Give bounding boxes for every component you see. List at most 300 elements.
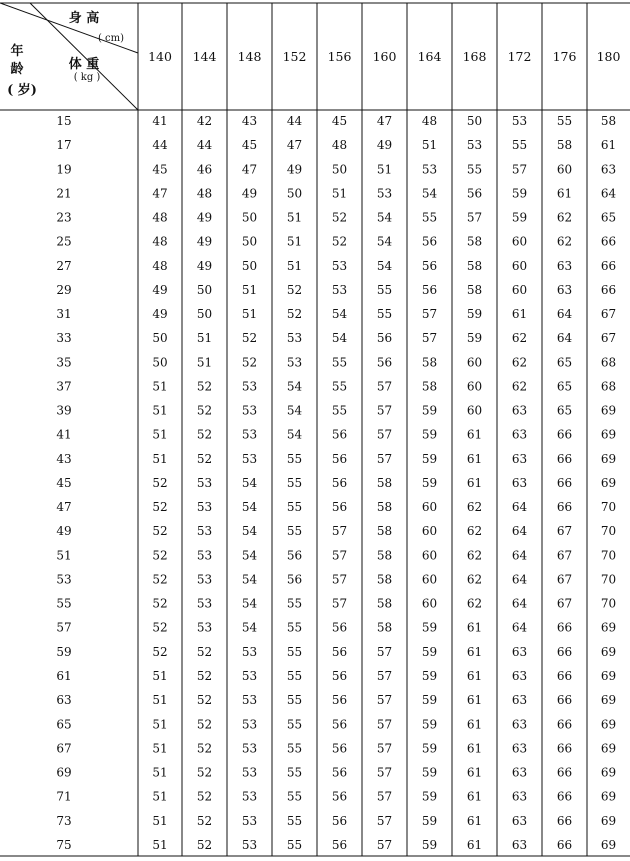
- weight-cell: 51: [152, 427, 168, 442]
- weight-cell: 66: [556, 475, 573, 490]
- table-row: [56, 766, 616, 780]
- weight-cell: 50: [286, 186, 303, 201]
- weight-cell: 58: [421, 355, 438, 370]
- weight-cell: 60: [466, 403, 483, 418]
- weight-cell: 56: [331, 837, 348, 852]
- weight-cell: 59: [421, 427, 438, 442]
- table-row: [56, 693, 616, 707]
- age-cell: 53: [56, 572, 72, 587]
- weight-cell: 55: [331, 379, 348, 394]
- weight-cell: 52: [196, 668, 213, 683]
- weight-cell: 69: [600, 620, 617, 635]
- table-row: [56, 259, 616, 273]
- weight-cell: 54: [241, 572, 258, 587]
- weight-cell: 59: [421, 741, 438, 756]
- table-row: [56, 838, 616, 852]
- weight-cell: 51: [241, 307, 258, 322]
- weight-cell: 53: [511, 114, 528, 128]
- weight-cell: 62: [466, 524, 483, 539]
- weight-cell: 51: [286, 234, 303, 249]
- weight-cell: 57: [376, 693, 393, 708]
- weight-cell: 54: [241, 500, 258, 515]
- age-cell: 35: [56, 355, 72, 370]
- weight-cell: 46: [196, 162, 213, 177]
- weight-cell: 55: [286, 596, 303, 611]
- weight-cell: 55: [286, 693, 303, 708]
- weight-cell: 64: [511, 500, 528, 515]
- weight-cell: 61: [511, 307, 528, 322]
- weight-cell: 50: [152, 331, 168, 346]
- weight-cell: 53: [241, 427, 258, 442]
- weight-cell: 69: [600, 644, 617, 659]
- table-body: [56, 114, 616, 852]
- weight-cell: 66: [556, 765, 573, 780]
- weight-cell: 47: [286, 138, 303, 153]
- weight-cell: 53: [421, 162, 438, 177]
- weight-cell: 58: [376, 596, 393, 611]
- weight-cell: 56: [331, 693, 348, 708]
- weight-cell: 66: [556, 741, 573, 756]
- weight-cell: 55: [421, 210, 438, 225]
- weight-cell: 52: [152, 475, 168, 490]
- weight-cell: 42: [196, 114, 213, 128]
- weight-cell: 63: [511, 837, 528, 852]
- weight-cell: 48: [152, 234, 168, 249]
- weight-cell: 51: [152, 451, 168, 466]
- weight-cell: 44: [286, 114, 303, 128]
- weight-cell: 55: [286, 500, 303, 515]
- height-header-cell: 176: [552, 49, 577, 64]
- weight-cell: 60: [556, 162, 573, 177]
- weight-cell: 59: [466, 331, 483, 346]
- weight-cell: 52: [196, 741, 213, 756]
- age-cell: 19: [56, 162, 72, 177]
- weight-cell: 57: [376, 717, 393, 732]
- age-cell: 15: [56, 114, 72, 128]
- weight-cell: 60: [511, 258, 528, 273]
- weight-cell: 49: [196, 258, 213, 273]
- weight-cell: 51: [196, 331, 213, 346]
- weight-cell: 48: [196, 186, 213, 201]
- height-header-cell: 168: [462, 49, 487, 64]
- weight-cell: 50: [196, 282, 213, 297]
- table-row: [56, 597, 616, 611]
- weight-cell: 49: [196, 210, 213, 225]
- table-row: [56, 452, 616, 466]
- weight-cell: 51: [152, 741, 168, 756]
- weight-cell: 56: [466, 186, 483, 201]
- weight-cell: 66: [556, 789, 573, 804]
- age-cell: 41: [56, 427, 72, 442]
- weight-cell: 53: [196, 620, 213, 635]
- weight-cell: 52: [196, 717, 213, 732]
- weight-cell: 52: [241, 331, 258, 346]
- weight-cell: 47: [376, 114, 393, 128]
- weight-cell: 50: [152, 355, 168, 370]
- weight-cell: 52: [152, 524, 168, 539]
- height-unit: ( cm): [97, 33, 125, 44]
- weight-cell: 50: [241, 234, 258, 249]
- weight-cell: 57: [376, 765, 393, 780]
- weight-cell: 56: [331, 813, 348, 828]
- weight-cell: 55: [511, 138, 528, 153]
- weight-cell: 57: [376, 644, 393, 659]
- weight-cell: 62: [466, 548, 483, 563]
- weight-cell: 66: [556, 837, 573, 852]
- weight-cell: 47: [241, 162, 258, 177]
- weight-cell: 52: [152, 596, 168, 611]
- weight-cell: 63: [511, 717, 528, 732]
- weight-cell: 44: [196, 138, 213, 153]
- age-cell: 55: [56, 596, 72, 611]
- weight-cell: 53: [241, 813, 258, 828]
- weight-cell: 61: [466, 717, 483, 732]
- weight-cell: 52: [196, 693, 213, 708]
- age-cell: 63: [56, 693, 72, 708]
- weight-cell: 56: [421, 282, 438, 297]
- age-cell: 45: [56, 475, 72, 490]
- weight-cell: 55: [286, 475, 303, 490]
- weight-cell: 59: [421, 451, 438, 466]
- weight-cell: 56: [331, 644, 348, 659]
- weight-cell: 55: [331, 355, 348, 370]
- weight-cell: 53: [241, 789, 258, 804]
- age-label-line1: 年: [10, 44, 24, 59]
- weight-cell: 54: [331, 307, 348, 322]
- weight-cell: 51: [152, 813, 168, 828]
- age-cell: 61: [56, 668, 72, 683]
- weight-cell: 58: [421, 379, 438, 394]
- weight-cell: 63: [511, 668, 528, 683]
- weight-cell: 63: [600, 162, 617, 177]
- weight-cell: 63: [511, 427, 528, 442]
- weight-cell: 63: [511, 475, 528, 490]
- weight-cell: 52: [196, 765, 213, 780]
- weight-cell: 61: [466, 693, 483, 708]
- weight-cell: 54: [331, 331, 348, 346]
- weight-cell: 55: [286, 813, 303, 828]
- weight-cell: 56: [331, 500, 348, 515]
- weight-cell: 50: [331, 162, 348, 177]
- weight-cell: 49: [376, 138, 393, 153]
- age-cell: 31: [56, 307, 72, 322]
- weight-cell: 53: [241, 668, 258, 683]
- weight-cell: 56: [331, 741, 348, 756]
- age-cell: 75: [56, 837, 72, 852]
- weight-cell: 53: [196, 572, 213, 587]
- table-row: [56, 645, 616, 659]
- weight-cell: 54: [241, 524, 258, 539]
- weight-cell: 54: [241, 596, 258, 611]
- weight-cell: 53: [241, 837, 258, 852]
- weight-cell: 69: [600, 765, 617, 780]
- weight-cell: 57: [421, 307, 438, 322]
- weight-cell: 64: [556, 307, 573, 322]
- weight-cell: 52: [196, 813, 213, 828]
- table-row: [56, 524, 616, 538]
- weight-cell: 61: [466, 765, 483, 780]
- weight-cell: 57: [376, 813, 393, 828]
- weight-cell: 56: [331, 668, 348, 683]
- weight-cell: 54: [376, 234, 393, 249]
- weight-cell: 55: [286, 789, 303, 804]
- weight-cell: 61: [466, 668, 483, 683]
- age-cell: 73: [56, 813, 72, 828]
- weight-cell: 49: [286, 162, 303, 177]
- weight-cell: 60: [421, 548, 438, 563]
- weight-cell: 53: [196, 596, 213, 611]
- age-cell: 49: [56, 524, 72, 539]
- weight-cell: 69: [600, 475, 617, 490]
- weight-cell: 53: [466, 138, 483, 153]
- weight-cell: 60: [421, 596, 438, 611]
- age-cell: 27: [56, 258, 72, 273]
- weight-cell: 67: [556, 572, 573, 587]
- weight-cell: 58: [376, 572, 393, 587]
- weight-cell: 61: [600, 138, 617, 153]
- weight-cell: 49: [152, 307, 168, 322]
- weight-cell: 44: [152, 138, 168, 153]
- weight-cell: 48: [421, 114, 438, 128]
- age-cell: 71: [56, 789, 72, 804]
- weight-cell: 53: [241, 403, 258, 418]
- weight-cell: 48: [152, 210, 168, 225]
- weight-cell: 65: [556, 379, 573, 394]
- table-row: [56, 814, 616, 828]
- weight-cell: 63: [511, 693, 528, 708]
- weight-cell: 60: [511, 234, 528, 249]
- weight-cell: 56: [331, 717, 348, 732]
- weight-cell: 52: [152, 620, 168, 635]
- weight-cell: 53: [241, 379, 258, 394]
- weight-cell: 45: [152, 162, 168, 177]
- weight-cell: 54: [241, 620, 258, 635]
- weight-cell: 65: [556, 403, 573, 418]
- height-header-cell: 140: [148, 49, 172, 64]
- height-header-cell: 144: [192, 49, 217, 64]
- weight-cell: 64: [511, 548, 528, 563]
- weight-cell: 65: [556, 355, 573, 370]
- weight-cell: 61: [466, 644, 483, 659]
- weight-cell: 62: [511, 355, 528, 370]
- weight-cell: 69: [600, 837, 617, 852]
- weight-cell: 53: [196, 500, 213, 515]
- weight-cell: 57: [376, 427, 393, 442]
- weight-cell: 50: [241, 258, 258, 273]
- weight-cell: 52: [286, 282, 303, 297]
- table-row: [56, 331, 616, 345]
- age-cell: 57: [56, 620, 72, 635]
- weight-cell: 57: [376, 789, 393, 804]
- weight-cell: 55: [286, 717, 303, 732]
- weight-cell: 52: [331, 234, 348, 249]
- weight-cell: 45: [331, 114, 348, 128]
- weight-cell: 66: [556, 813, 573, 828]
- weight-cell: 53: [196, 548, 213, 563]
- weight-cell: 64: [511, 596, 528, 611]
- weight-cell: 60: [466, 355, 483, 370]
- weight-cell: 69: [600, 717, 617, 732]
- weight-cell: 52: [196, 427, 213, 442]
- weight-cell: 63: [511, 765, 528, 780]
- weight-cell: 66: [556, 620, 573, 635]
- age-cell: 29: [56, 282, 72, 297]
- table-row: [56, 114, 616, 128]
- weight-cell: 56: [331, 427, 348, 442]
- weight-cell: 57: [376, 403, 393, 418]
- weight-unit: ( kg ): [73, 72, 101, 83]
- weight-cell: 56: [376, 355, 393, 370]
- weight-cell: 69: [600, 427, 617, 442]
- weight-cell: 45: [241, 138, 258, 153]
- weight-cell: 51: [331, 186, 348, 201]
- age-cell: 39: [56, 403, 72, 418]
- weight-cell: 56: [331, 620, 348, 635]
- weight-cell: 61: [466, 813, 483, 828]
- weight-cell: 67: [600, 307, 617, 322]
- weight-cell: 55: [286, 451, 303, 466]
- weight-cell: 53: [241, 765, 258, 780]
- weight-cell: 53: [241, 717, 258, 732]
- weight-cell: 55: [331, 403, 348, 418]
- weight-cell: 57: [376, 741, 393, 756]
- weight-cell: 51: [421, 138, 438, 153]
- weight-cell: 58: [556, 138, 573, 153]
- weight-cell: 54: [241, 475, 258, 490]
- weight-cell: 55: [286, 668, 303, 683]
- weight-cell: 52: [152, 500, 168, 515]
- weight-cell: 52: [286, 307, 303, 322]
- weight-cell: 59: [421, 837, 438, 852]
- weight-cell: 53: [331, 282, 348, 297]
- weight-cell: 55: [376, 282, 393, 297]
- weight-cell: 69: [600, 451, 617, 466]
- weight-cell: 64: [511, 572, 528, 587]
- weight-cell: 51: [152, 379, 168, 394]
- weight-cell: 66: [556, 427, 573, 442]
- weight-cell: 59: [421, 717, 438, 732]
- weight-cell: 55: [286, 765, 303, 780]
- weight-cell: 57: [376, 379, 393, 394]
- table-row: [56, 741, 616, 755]
- weight-cell: 57: [331, 524, 348, 539]
- weight-cell: 41: [152, 114, 168, 128]
- height-header-cell: 164: [417, 49, 442, 64]
- weight-cell: 56: [331, 765, 348, 780]
- weight-cell: 59: [421, 475, 438, 490]
- weight-cell: 52: [196, 403, 213, 418]
- weight-cell: 53: [241, 644, 258, 659]
- weight-cell: 53: [241, 741, 258, 756]
- weight-cell: 52: [196, 379, 213, 394]
- weight-cell: 57: [331, 572, 348, 587]
- height-header-cell: 156: [327, 49, 352, 64]
- weight-cell: 57: [511, 162, 528, 177]
- weight-cell: 53: [241, 693, 258, 708]
- weight-cell: 56: [421, 234, 438, 249]
- weight-cell: 70: [600, 572, 617, 587]
- weight-cell: 52: [152, 572, 168, 587]
- table-row: [56, 669, 616, 683]
- weight-cell: 59: [421, 765, 438, 780]
- weight-cell: 57: [376, 451, 393, 466]
- weight-cell: 54: [376, 258, 393, 273]
- weight-cell: 62: [556, 234, 573, 249]
- weight-cell: 53: [286, 331, 303, 346]
- weight-cell: 56: [331, 451, 348, 466]
- weight-cell: 58: [376, 620, 393, 635]
- weight-cell: 60: [511, 282, 528, 297]
- weight-cell: 62: [466, 596, 483, 611]
- weight-cell: 52: [152, 644, 168, 659]
- table-row: [56, 355, 616, 369]
- weight-cell: 58: [376, 524, 393, 539]
- height-header-cell: 148: [237, 49, 262, 64]
- weight-cell: 49: [152, 282, 168, 297]
- weight-cell: 51: [152, 765, 168, 780]
- weight-cell: 66: [556, 451, 573, 466]
- weight-cell: 67: [556, 596, 573, 611]
- age-cell: 67: [56, 741, 72, 756]
- age-cell: 51: [56, 548, 72, 563]
- table-row: [56, 162, 616, 176]
- weight-cell: 53: [196, 475, 213, 490]
- age-label-line2: 龄: [10, 62, 24, 77]
- weight-cell: 63: [511, 403, 528, 418]
- weight-cell: 64: [511, 620, 528, 635]
- weight-cell: 61: [466, 475, 483, 490]
- weight-cell: 62: [466, 500, 483, 515]
- weight-cell: 55: [556, 114, 573, 128]
- weight-cell: 56: [331, 789, 348, 804]
- weight-cell: 57: [331, 548, 348, 563]
- weight-cell: 51: [152, 403, 168, 418]
- age-cell: 59: [56, 644, 72, 659]
- weight-cell: 54: [241, 548, 258, 563]
- weight-cell: 59: [421, 644, 438, 659]
- weight-cell: 63: [511, 813, 528, 828]
- weight-cell: 62: [556, 210, 573, 225]
- weight-cell: 55: [286, 837, 303, 852]
- weight-cell: 60: [466, 379, 483, 394]
- weight-cell: 58: [466, 282, 483, 297]
- weight-cell: 51: [241, 282, 258, 297]
- weight-cell: 49: [196, 234, 213, 249]
- weight-cell: 69: [600, 789, 617, 804]
- age-cell: 21: [56, 186, 72, 201]
- weight-cell: 68: [600, 379, 617, 394]
- table-row: [56, 404, 616, 418]
- age-cell: 25: [56, 234, 72, 249]
- weight-cell: 51: [286, 210, 303, 225]
- weight-cell: 59: [421, 813, 438, 828]
- weight-cell: 66: [556, 668, 573, 683]
- weight-cell: 55: [286, 620, 303, 635]
- weight-cell: 51: [152, 693, 168, 708]
- weight-cell: 63: [511, 741, 528, 756]
- weight-cell: 58: [466, 258, 483, 273]
- weight-cell: 51: [152, 789, 168, 804]
- weight-cell: 51: [376, 162, 393, 177]
- weight-cell: 50: [241, 210, 258, 225]
- table-row: [56, 186, 616, 200]
- weight-cell: 52: [241, 355, 258, 370]
- weight-cell: 59: [421, 693, 438, 708]
- weight-cell: 58: [466, 234, 483, 249]
- weight-cell: 66: [600, 234, 617, 249]
- weight-cell: 69: [600, 668, 617, 683]
- weight-cell: 50: [196, 307, 213, 322]
